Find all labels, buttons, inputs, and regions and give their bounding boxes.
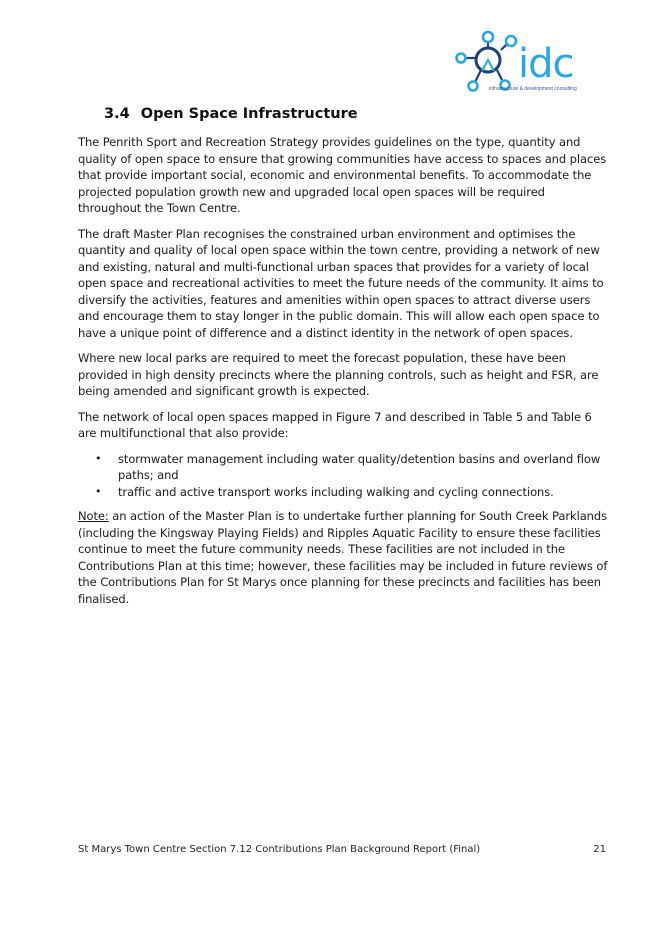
note-text: an action of the Master Plan is to undertake further planning for South Creek Parklands (including the Kingsway Playing Fields) and Ripples Aquatic Facility to ensure these facilities continue to meet the future community needs. These facilities are not included in the Contributions Plan at this time; however, these facilities may be included in future reviews of the Contributions Plan for St Marys once planning for these precincts and facilities has been finalised.: [78, 509, 608, 606]
note-paragraph: [78, 508, 608, 607]
bullet-icon: •: [95, 484, 102, 498]
paragraph-master-plan: The draft Master Plan recognises the constrained urban environment and optimises the quantity and quality of local open space within the town centre, providing a network of new and existing, natural and multi-functional urban spaces that provides for a variety of local open space and recreational activities to meet the future needs of the community. It aims to diversify the activities, features and amenities within open spaces to attract diverse users and encourage them to stay longer in the public domain. This will allow each open space to have a unique point of difference and a distinct identity in the network of open spaces.: [78, 226, 604, 340]
list-item-text: stormwater management including water quality/detention basins and overland flow paths; and: [118, 451, 601, 482]
paragraph-local-parks: Where new local parks are required to meet the forecast population, these have been provided in high density precincts where the planning controls, such as height and FSR, are being amended and significant growth is expected.: [78, 351, 599, 398]
paragraph-strategy: The Penrith Sport and Recreation Strategy provides guidelines on the type, quantity and quality of open space to ensure that growing communities have access to spaces and places that provide important social, economic and environmental benefits. To accommodate the projected population growth new and upgraded local open spaces will be required throughout the Town Centre.: [78, 135, 607, 215]
section-heading: [104, 104, 608, 124]
bullet-icon: •: [95, 451, 102, 465]
section-number: 3.4: [104, 106, 130, 122]
logo-tagline: infrastructure & development consulting: [489, 86, 577, 92]
section-title: Open Space Infrastructure: [140, 106, 358, 122]
note-label: Note:: [78, 509, 109, 523]
document-body: [78, 104, 608, 616]
list-item-text: traffic and active transport works including walking and cycling connections.: [118, 484, 554, 499]
bullet-list: [78, 451, 608, 501]
footer-title: St Marys Town Centre Section 7.12 Contributions Plan Background Report (Final): [78, 844, 481, 855]
list-item: [78, 451, 608, 484]
page-number: 21: [593, 844, 606, 855]
list-item: [78, 484, 608, 501]
logo-wordmark: idc: [518, 41, 574, 87]
paragraph-network: The network of local open spaces mapped in Figure 7 and described in Table 5 and Table 6 are multifunctional that also provide:: [78, 409, 592, 440]
